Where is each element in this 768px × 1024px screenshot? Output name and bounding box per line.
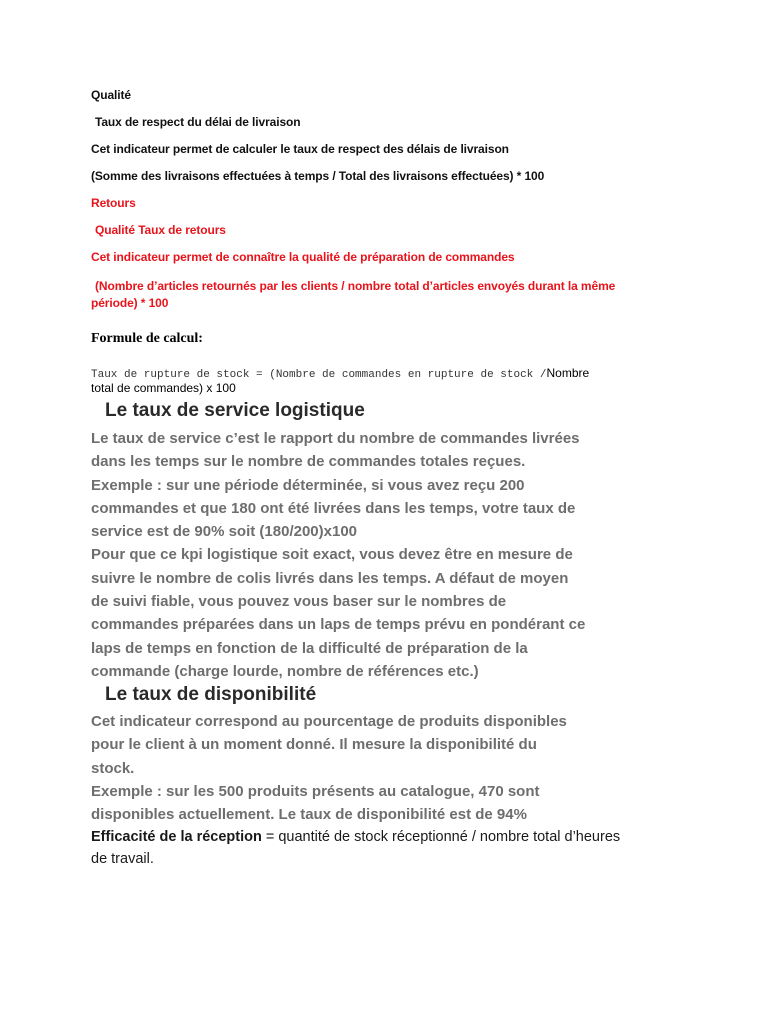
disponibilite-line: stock. xyxy=(91,759,135,777)
efficacite-paragraph xyxy=(91,826,691,870)
service-line: Exemple : sur une période déterminée, si vous avez reçu 200 xyxy=(91,476,525,494)
disponibilite-line: Cet indicateur correspond au pourcentage de produits disponibles xyxy=(91,713,567,730)
efficacite-line2: de travail. xyxy=(91,851,154,867)
disponibilite-line: Exemple : sur les 500 produits présents au catalogue, 470 sont xyxy=(91,782,540,800)
rupture-tail-text: Nombre xyxy=(546,366,590,380)
service-heading: Le taux de service logistique xyxy=(105,400,365,421)
service-line: commandes et que 180 ont été livrées dans les temps, votre taux de xyxy=(91,499,576,517)
service-line: Pour que ce kpi logistique soit exact, vous devez être en mesure de xyxy=(91,546,573,564)
service-line: Le taux de service c’est le rapport du nombre de commandes livrées xyxy=(91,430,580,447)
disponibilite-paragraph xyxy=(91,710,691,826)
service-paragraph xyxy=(91,427,691,683)
disponibilite-heading: Le taux de disponibilité xyxy=(105,684,317,705)
service-line: dans les temps sur le nombre de commandes totales reçues. xyxy=(91,453,526,471)
indicateur-delai-text: Cet indicateur permet de calculer le taux de respect des délais de livraison xyxy=(91,142,509,156)
disponibilite-line: disponibles actuellement. Le taux de disponibilité est de 94% xyxy=(91,806,527,824)
rupture-mono-text: Taux de rupture de stock = (Nombre de commandes en rupture de stock / xyxy=(91,369,547,381)
efficacite-formula: = quantité de stock réceptionné / nombre total d’heures xyxy=(261,829,621,845)
formule-retours-line1: (Nombre d’articles retournés par les clients / nombre total d’articles envoyés durant la même xyxy=(95,279,616,293)
service-line: suivre le nombre de colis livrés dans les temps. A défaut de moyen xyxy=(91,569,569,587)
retours-label: Retours xyxy=(91,196,136,210)
qualite-retours-title: Qualité Taux de retours xyxy=(95,223,226,237)
indicateur-retours-text: Cet indicateur permet de connaître la qualité de préparation de commandes xyxy=(91,250,515,264)
service-line: commande (charge lourde, nombre de références etc.) xyxy=(91,662,479,680)
formule-retours-line2: période) * 100 xyxy=(91,296,169,310)
efficacite-label: Efficacité de la réception xyxy=(91,829,262,845)
formule-calcul-title: Formule de calcul: xyxy=(91,331,203,346)
rupture-line1 xyxy=(91,364,589,382)
rupture-line2: total de commandes) x 100 xyxy=(91,381,236,395)
qualite-label: Qualité xyxy=(91,88,131,102)
efficacite-line1 xyxy=(91,826,691,848)
service-line: laps de temps en fonction de la difficulté de préparation de la xyxy=(91,639,528,657)
service-line: service est de 90% soit (180/200)x100 xyxy=(91,523,358,541)
service-line: commandes préparées dans un laps de temps prévu en pondérant ce xyxy=(91,616,586,634)
taux-delai-title: Taux de respect du délai de livraison xyxy=(95,115,301,129)
disponibilite-line: pour le client à un moment donné. Il mesure la disponibilité du xyxy=(91,736,537,754)
service-line: de suivi fiable, vous pouvez vous baser sur le nombres de xyxy=(91,593,507,611)
formule-delai-text: (Somme des livraisons effectuées à temps / Total des livraisons effectuées) * 100 xyxy=(91,169,545,183)
